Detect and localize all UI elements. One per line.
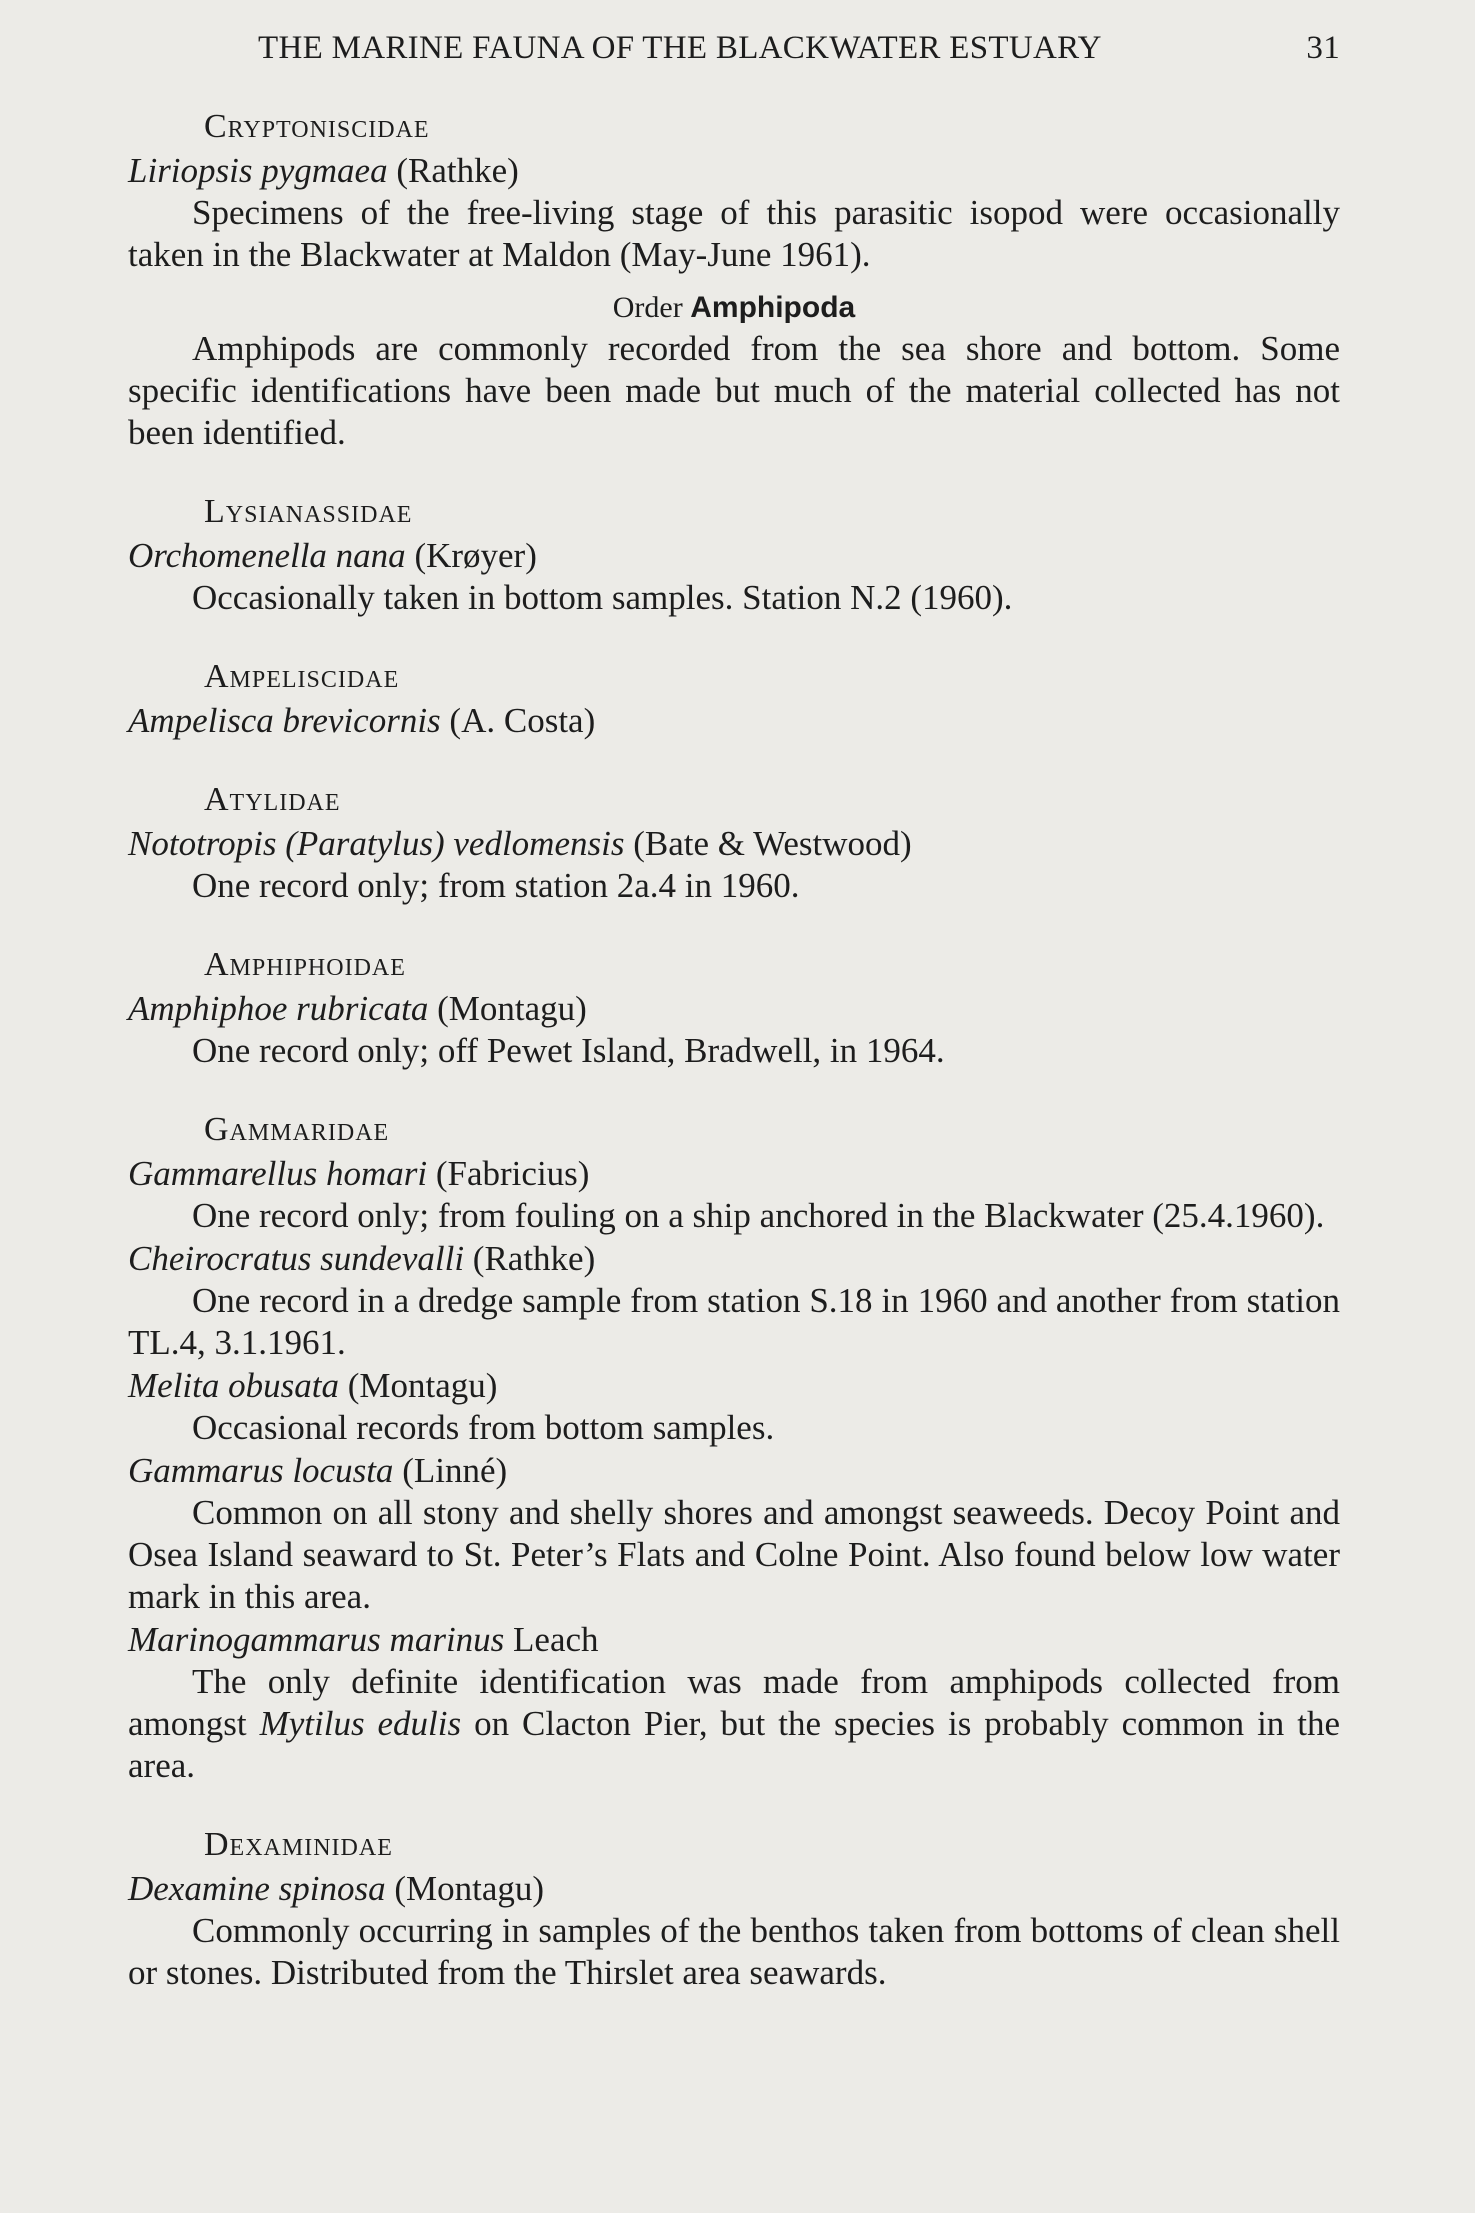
species-author: (Rathke) <box>472 1239 596 1278</box>
order-heading <box>128 288 1340 328</box>
description-text: on Clacton Pier, but the species is probably common in the area. <box>128 1704 1341 1785</box>
running-header <box>128 30 1340 70</box>
species-author: (Rathke) <box>396 151 519 190</box>
species-name: Gammarellus homari <box>128 1154 428 1193</box>
species-author: (A. Costa) <box>449 701 596 740</box>
species-description: One record in a dredge sample from station S.18 in 1960 and another from station TL.4, 3.1.1961. <box>128 1281 1340 1362</box>
species-name: Gammarus locusta <box>128 1451 394 1490</box>
species-description: Commonly occurring in samples of the benthos taken from bottoms of clean shell or stones. Distributed from the Thirslet area seawards. <box>128 1911 1340 1992</box>
species-description: Occasionally taken in bottom samples. Station N.2 (1960). <box>192 578 1013 617</box>
page-body <box>128 105 1340 1994</box>
family-heading: Atylidae <box>204 781 341 818</box>
species-heading <box>128 699 1340 742</box>
species-author: Leach <box>513 1620 599 1659</box>
order-name: Amphipoda <box>690 291 856 324</box>
running-title: THE MARINE FAUNA OF THE BLACKWATER ESTUARY <box>258 30 1102 66</box>
species-heading <box>128 822 1340 865</box>
species-description: One record only; off Pewet Island, Bradwell, in 1964. <box>192 1031 945 1070</box>
order-intro: Amphipods are commonly recorded from the sea shore and bottom. Some specific identifications have been made but much of the material collected has not been identified. <box>128 329 1340 452</box>
species-heading <box>128 534 1340 577</box>
family-heading: Lysianassidae <box>204 493 413 530</box>
species-heading <box>128 1237 1340 1280</box>
species-heading <box>128 1449 1340 1492</box>
order-word: Order <box>612 291 683 324</box>
family-heading: Cryptoniscidae <box>204 108 430 145</box>
species-heading <box>128 149 1340 192</box>
species-author: (Krøyer) <box>414 536 537 575</box>
species-name: Melita obusata <box>128 1366 339 1405</box>
family-heading: Ampeliscidae <box>204 658 400 695</box>
species-description: One record only; from station 2a.4 in 1960. <box>192 866 800 905</box>
species-heading <box>128 1152 1340 1195</box>
family-heading: Gammaridae <box>204 1111 390 1148</box>
species-name: Dexamine spinosa <box>128 1869 386 1908</box>
species-heading <box>128 1618 1340 1661</box>
species-heading <box>128 1867 1340 1910</box>
species-description: Specimens of the free-living stage of this parasitic isopod were occasionally taken in the Blackwater at Maldon (May-June 1961). <box>128 193 1340 274</box>
page-number: 31 <box>1306 30 1340 66</box>
species-name: Ampelisca brevicornis <box>128 701 441 740</box>
species-author: (Linné) <box>402 1451 508 1490</box>
species-description <box>128 1661 1340 1787</box>
description-text: The only definite identification was made from amphipods collected from amongst <box>128 1662 1340 1743</box>
species-author: (Montagu) <box>347 1366 498 1405</box>
species-description: Occasional records from bottom samples. <box>192 1408 775 1447</box>
species-name: Cheirocratus sundevalli <box>128 1239 465 1278</box>
species-description: Common on all stony and shelly shores and amongst seaweeds. Decoy Point and Osea Island seaward to St. Peter’s Flats and Colne Point. Also found below low water mark in this area. <box>128 1493 1340 1616</box>
species-name: Amphiphoe rubricata <box>128 989 429 1028</box>
family-heading: Dexaminidae <box>204 1826 393 1863</box>
description-italic-name: Mytilus edulis <box>259 1704 462 1743</box>
family-heading: Amphiphoidae <box>204 946 406 983</box>
species-author: (Fabricius) <box>435 1154 590 1193</box>
species-heading <box>128 987 1340 1030</box>
species-heading <box>128 1364 1340 1407</box>
species-name: Orchomenella nana <box>128 536 406 575</box>
species-name: Marinogammarus marinus <box>128 1620 505 1659</box>
species-name: Liriopsis pygmaea <box>128 151 388 190</box>
species-description: One record only; from fouling on a ship anchored in the Blackwater (25.4.1960). <box>192 1196 1325 1235</box>
species-author: (Bate & Westwood) <box>633 824 912 863</box>
species-name: Nototropis (Paratylus) vedlomensis <box>128 824 625 863</box>
species-author: (Montagu) <box>394 1869 545 1908</box>
species-author: (Montagu) <box>437 989 587 1028</box>
